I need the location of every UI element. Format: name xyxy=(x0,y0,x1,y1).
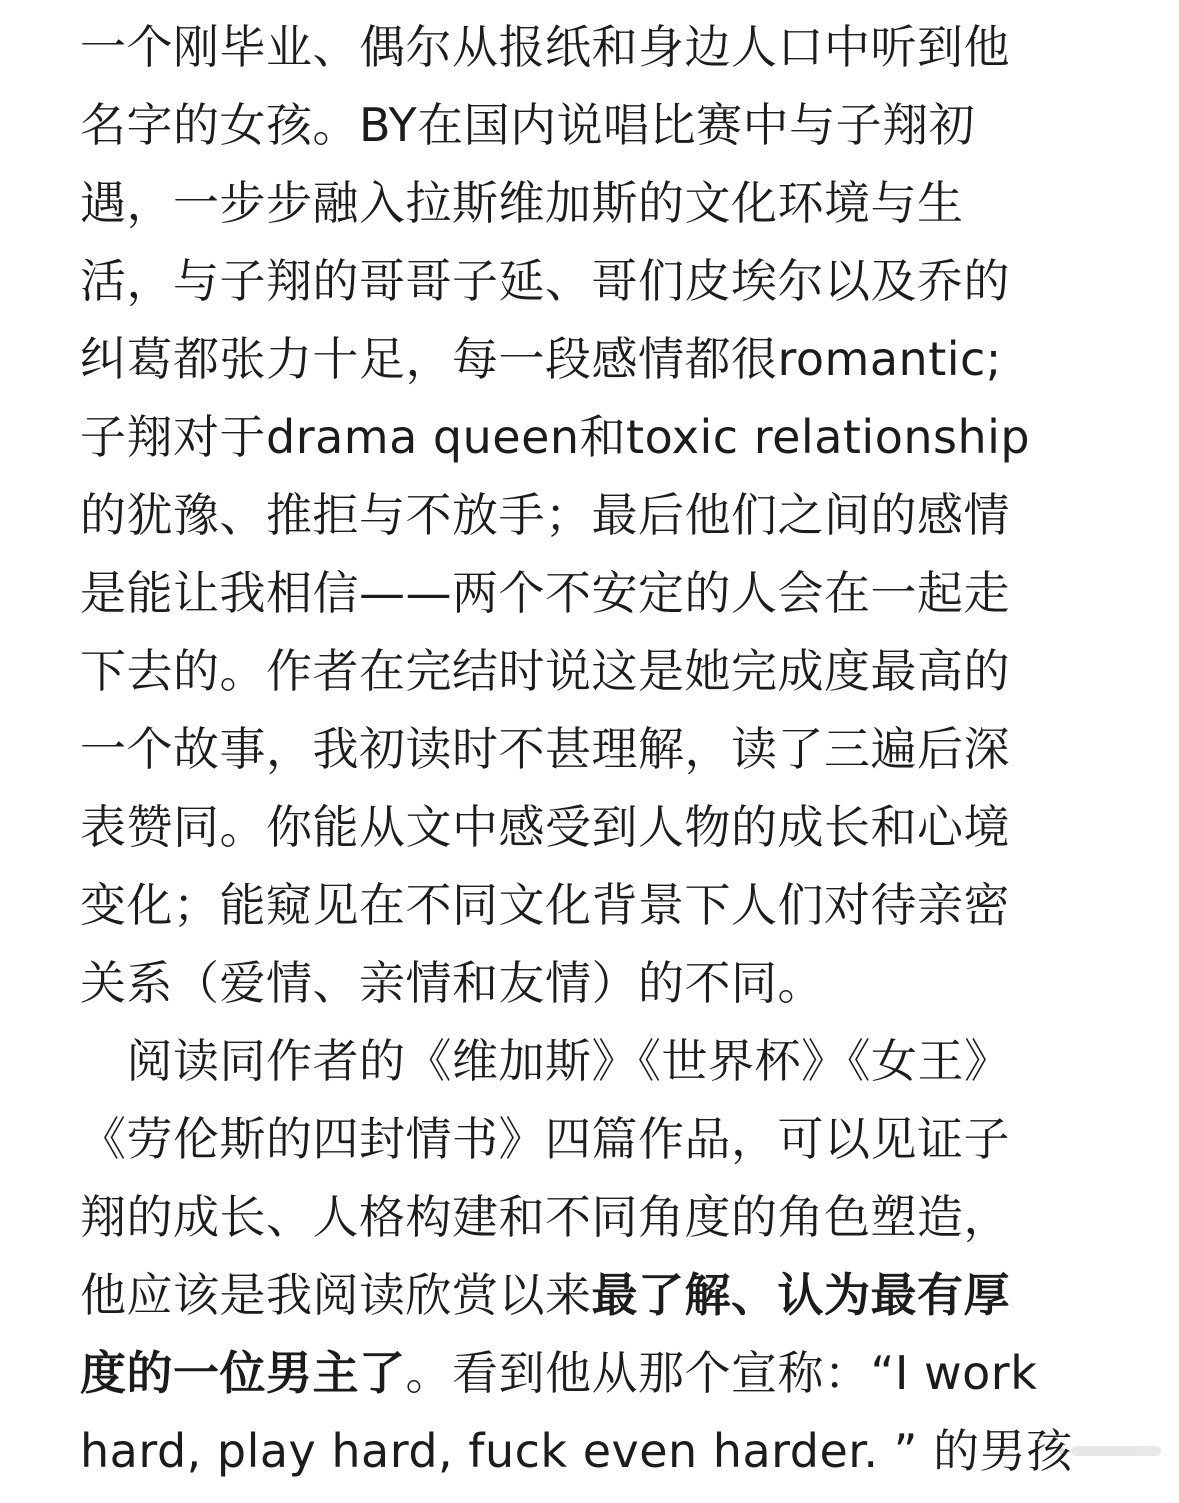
text-line: 《劳伦斯的四封情书》四篇作品，可以见证子 xyxy=(80,1112,1010,1166)
text-line-mixed xyxy=(80,1256,1110,1334)
text-line: 子翔对于drama queen和toxic relationship xyxy=(80,410,1031,464)
text-line: 遇，一步步融入拉斯维加斯的文化环境与生 xyxy=(80,176,964,230)
text-line: 关系（爱情、亲情和友情）的不同。 xyxy=(80,956,824,1010)
text-line: 一个刚毕业、偶尔从报纸和身边人口中听到他 xyxy=(80,20,1010,74)
watermark xyxy=(1059,1437,1161,1465)
watermark-bar xyxy=(1071,1446,1161,1456)
normal-text: 他应该是我阅读欣赏以来 xyxy=(80,1268,592,1322)
bold-emphasis-text: 最了解、认为最有厚 xyxy=(591,1268,1010,1322)
bold-emphasis-text: 度的一位男主了 xyxy=(80,1346,406,1400)
article-text xyxy=(80,8,1110,1490)
text-line: 名字的女孩。BY在国内说唱比赛中与子翔初 xyxy=(80,98,976,152)
text-line: 活，与子翔的哥哥子延、哥们皮埃尔以及乔的 xyxy=(80,254,1010,308)
text-line: 是能让我相信——两个不安定的人会在一起走 xyxy=(80,566,1010,620)
text-line: 纠葛都张力十足，每一段感情都很romantic; xyxy=(80,332,1002,386)
text-line: 变化；能窥见在不同文化背景下人们对待亲密 xyxy=(80,878,1010,932)
text-line: hard, play hard, fuck even harder. ” 的男孩 xyxy=(80,1424,1073,1478)
text-line: 翔的成长、人格构建和不同角度的角色塑造， xyxy=(80,1190,1010,1244)
paragraph-start-line: 阅读同作者的《维加斯》《世界杯》《女王》 xyxy=(80,1034,1011,1088)
text-line-mixed xyxy=(80,1334,1110,1412)
watermark-dot-icon xyxy=(1059,1448,1065,1454)
normal-text: 。看到他从那个宣称：“I work xyxy=(405,1346,1038,1400)
text-line: 表赞同。你能从文中感受到人物的成长和心境 xyxy=(80,800,1010,854)
text-line: 一个故事，我初读时不甚理解，读了三遍后深 xyxy=(80,722,1010,776)
text-line: 下去的。作者在完结时说这是她完成度最高的 xyxy=(80,644,1010,698)
text-line: 的犹豫、推拒与不放手；最后他们之间的感情 xyxy=(80,488,1010,542)
